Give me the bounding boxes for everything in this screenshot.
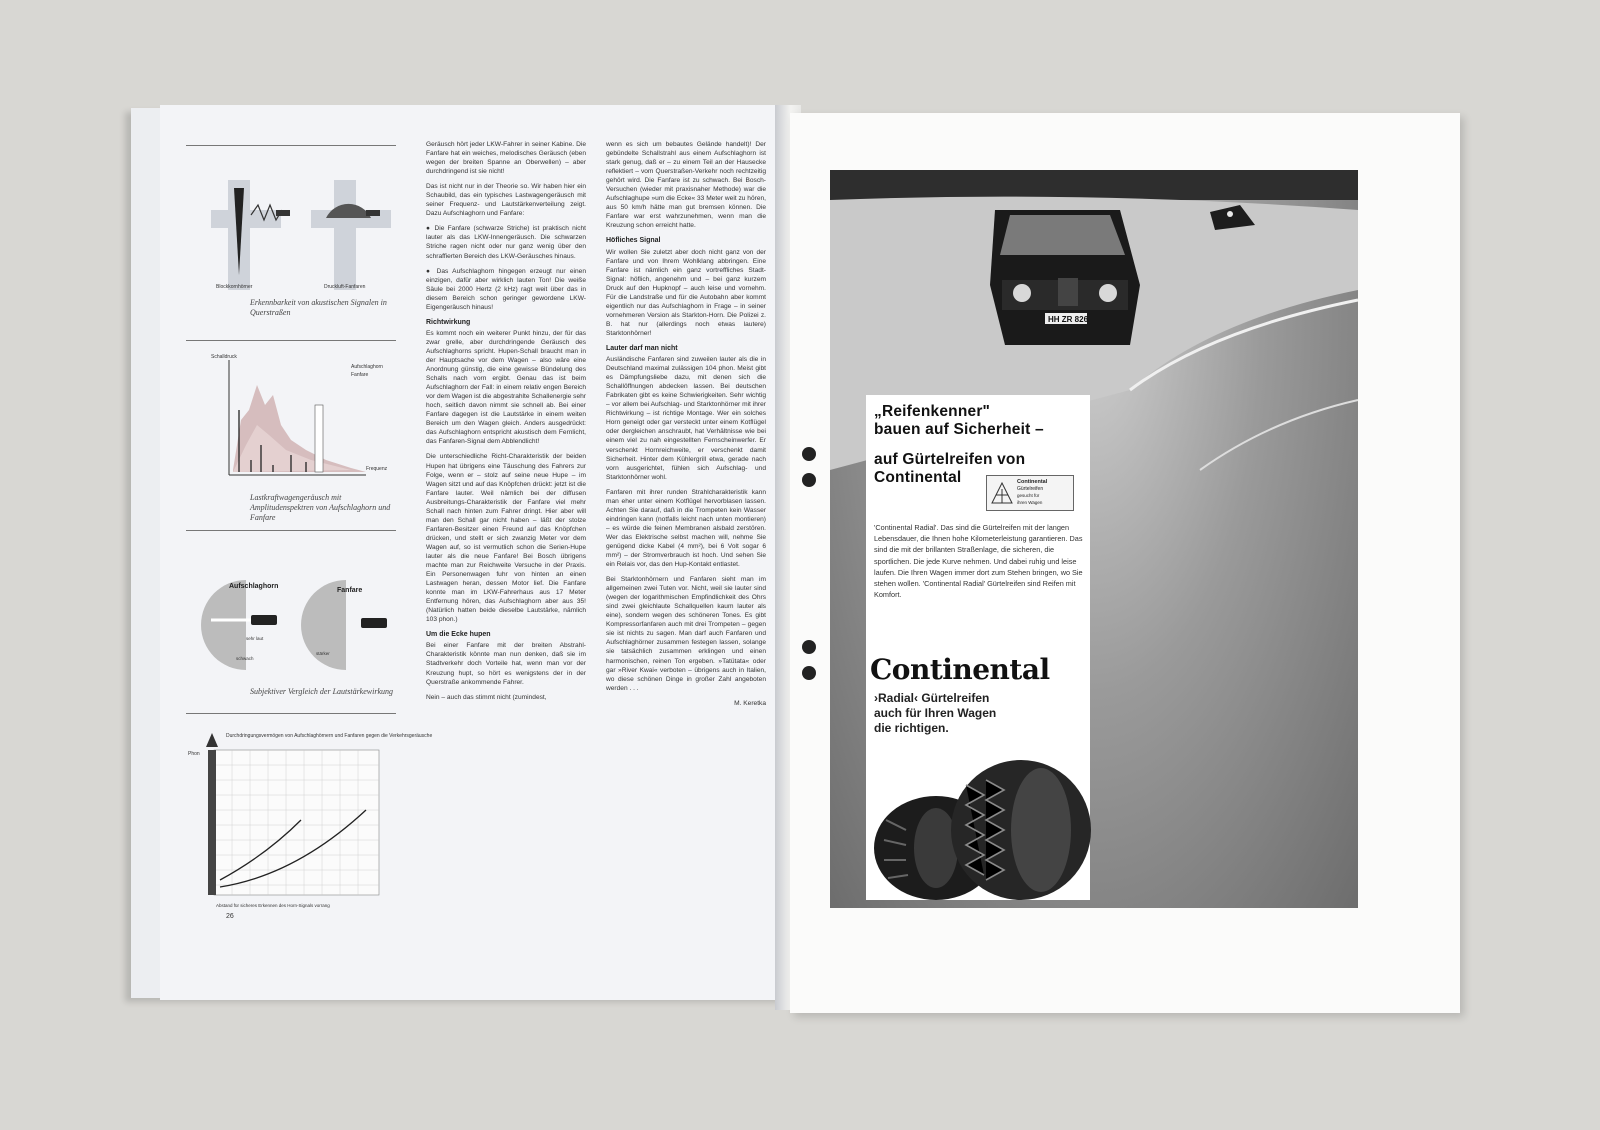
col1-paragraph: Das ist nicht nur in der Theorie so. Wir haben hier ein Schaubild, das ein typisches Lastwagengeräusch mit seiner Frequenz- und Lautstärkenverteilung zeigt. Dazu Aufschlaghorn und Fanfare: <box>426 183 586 218</box>
figure-crossroads <box>206 180 406 295</box>
fig3-label-weak: schwach <box>236 656 254 661</box>
fig3-label-loud: sehr laut <box>246 636 264 641</box>
col2-heading: Höfliches Signal <box>606 237 661 245</box>
figure-2-caption: Lastkraftwagengeräusch mit Amplitudenspektren von Aufschlaghorn und Fanfare <box>250 493 391 522</box>
ad-headline-4: Continental <box>874 469 962 486</box>
ad-tagline-3: die richtigen. <box>874 721 949 735</box>
fig4-axis-y: Phon <box>188 751 200 757</box>
col1-paragraph: ● Das Aufschlaghorn hingegen erzeugt nur einen einzigen, dafür aber wirklich lauten Ton! Die weiße Säule bei 2000 Hertz (2 kHz) ragt weit über das in diesem Bereich schon geringer gewordene LKW-Eigengeräusch hinaus! <box>426 267 586 311</box>
col2-heading: Lauter darf man nicht <box>606 344 678 352</box>
fig2-label-fanfare: Fanfare <box>351 372 369 378</box>
binder-hole <box>802 447 816 461</box>
badge-brand: Continental <box>1017 479 1048 485</box>
ad-tagline-2: auch für Ihren Wagen <box>874 706 997 720</box>
col2-paragraph: Bei Starktonhörnern und Fanfaren sieht man im allgemeinen zwei Tuten vor. Nicht, weil sie lauter sind (wegen der logarithmischen Empfindlichkeit des Ohrs sind zwei gleichlaute Schallquellen kaum lauter als eine), sondern wegen des schöneren Tones. Es gibt Kompressorfanfaren auch mit drei Trompeten – gegen sie ist nichts zu sagen. Man darf auch Fanfaren und Aufschlaghörner zusammen festegen lassen, solange sie tatsächlich zusammen erklingen und einen harmonischen, reinen Ton ergeben. »Tatütata« oder gar »River Kwai« verboten – übrigens auch in Italien, wo diese schönen Dinge in großer Zahl angeboten werden . . . <box>606 576 766 692</box>
figure-3-caption: Subjektiver Vergleich der Lautstärkewirkung <box>250 687 394 696</box>
fig3-label-fanfare: Fanfare <box>337 587 363 594</box>
col2-paragraph: Fanfaren mit ihrer runden Strahlcharakteristik kann man eher unter einem Kotflügel hervorblasen lassen. Achten Sie darauf, daß in die Trompeten kein Wasser eindringen kann (notfalls leicht nach unten montieren) – es würde die feinen Membranen alsbald zerstören. Wer das Elektrische selbst machen will, nehme Sie genügend dicke Kabel (4 mm²), bei 6 Volt sogar 6 mm²) – der Stromverbrauch ist hoch. Und sehen Sie ein Relais vor, das den Hup-Kontakt entlastet. <box>606 488 766 569</box>
fig2-label-x: Frequenz <box>366 466 388 472</box>
figure-penetration-chart <box>186 725 433 910</box>
license-plate: HH ZR 826 <box>1048 315 1089 324</box>
fig1-label-b: Druckluft-Fanfaren <box>324 284 366 290</box>
text-column-2 <box>606 140 766 708</box>
figure-column <box>186 145 433 920</box>
fig3-label-stronger: stärker <box>316 651 330 656</box>
col2-paragraph: wenn es sich um bebautes Gelände handelt)! Der gebündelte Schallstrahl aus einem Aufschlaghorn ist stark genug, daß er – zu einem Teil an der Hausecke reflektiert – vom Querstraßen-Verkehr noch rechtzeitig gehört wird. Die Fanfare ist zu schwach. Bei Bosch-Versuchen (wieder mit praxisnaher Methode) war die Aufschlaghupe »um die Ecke« 33 Meter weit zu hören, aus 50 km/h hätte man gut bremsen können. Die Fanfare war erst wahrzunehmen, wenn man die Kreuzung schon erreicht hatte. <box>606 141 766 230</box>
ad-text-box <box>866 395 1090 900</box>
col1-paragraph: ● Die Fanfare (schwarze Striche) ist praktisch nicht lauter als das LKW-Innengeräusch. Die schwarzen Striche ragen nicht oder nur ganz wenig über den schraffierten Bereich des LKW-Geräusches hinaus. <box>426 225 586 260</box>
figure-spectrum <box>191 350 396 490</box>
ad-tagline-1: ›Radial‹ Gürtelreifen <box>874 691 990 705</box>
binder-hole <box>802 640 816 654</box>
author: M. Keretka <box>734 699 766 707</box>
text-column-1 <box>426 140 586 708</box>
col1-paragraph: Die unterschiedliche Richt-Charakteristik der beiden Hupen hat übrigens eine Täuschung des Fahrers zur Folge, wenn er – stolz auf seine neue Hupe – im Wagen sitzt und auf das Knöpfchen drückt: jetzt ist die Fanfare lauter. Weil nämlich bei der diffusen Ausbreitungs-Charakteristik der Fanfare viel mehr Schall nach hinten zum Fahrer dringt. Hier aber will man den Schall gar nicht haben – läßt der stolze Fanfaren-Besitzer einen Freund auf das Knöpfchen drücken, und stellt er sich zwanzig Meter vor dem Wagen auf, so ist vermutlich schon die Serien-Hupe lauter als die neue Fanfare! Bei Bosch übrigens machte man zur Reichweite Versuche in der Praxis. Ein Personenwagen fuhr von hinten an einen Lastwagen heran, dessen Motor lief. Die Fanfare konnte man im LKW-Fahrerhaus aus 17 Meter Entfernung hören, das Aufschlaghorn aber aus 35! (Natürlich hatten beide dieselbe Lautstärke, nämlich 103 phon.) <box>426 453 586 624</box>
fig4-title: Durchdringungsvermögen von Aufschlaghörnern und Fanfaren gegen die Verkehrsgeräusche <box>226 733 433 739</box>
binder-hole <box>802 473 816 487</box>
col1-paragraph: Geräusch hört jeder LKW-Fahrer in seiner Kabine. Die Fanfare hat ein weiches, melodisches Geräusch (eben wegen der breiten Spanne an Oberwellen) – aber durchdringend ist sie nicht! <box>426 141 586 176</box>
badge-line-3: gesucht für <box>1017 493 1040 498</box>
fig3-label-horn: Aufschlaghorn <box>229 583 279 590</box>
figure-horn-comparison <box>191 570 396 685</box>
col2-paragraph: Wir wollen Sie zuletzt aber doch nicht ganz von der Fanfare und von Ihrem Wohlklang abbringen. Eine Fanfare ist nämlich ein ganz vortreffliches Stadt-Signal: höflich, angenehm und – bei ganz kurzem Druck auf den Hupknopf – auch leise und vornehm. Für die Landstraße und für die Autobahn aber kommt eigentlich nur das Aufschlaghorn in Frage – in seiner vornehmeren Version als Starkton-Horn. Die Polizei z. B. hat nur (allerdings noch etwas lautere) Starktonhörner! <box>606 248 766 337</box>
ad-body: 'Continental Radial'. Das sind die Gürtelreifen mit der langen Lebensdauer, die Ihnen hohe Kilometerleistung garantieren. Das sind die mit der brillanten Straßenlage, die sicheren, die sportlichen. Die jede Kurve nehmen. Und dabei ruhig und leise laufen. Die Ihren Wagen immer dort zum Stehen bringen, wo Sie stehen wollen. 'Continental Radial' Gürtelreifen sind Reifen mit Komfort. <box>874 523 1083 600</box>
ad-headline-1: „Reifenkenner" <box>874 403 991 420</box>
fig2-label-horn: Aufschlaghorn <box>351 364 383 370</box>
fig4-axis-x: Abstand für sicheres Erkennen des Horn-Signals vorrang <box>216 903 330 908</box>
fig1-label-a: Blockkornhörner <box>216 284 253 290</box>
col1-paragraph: Nein – auch das stimmt nicht (zumindest, <box>426 693 547 701</box>
binder-hole <box>802 666 816 680</box>
col1-paragraph: Bei einer Fanfare mit der breiten Abstrahl-Charakteristik könnte man nun denken, daß sie im Stadtverkehr doch Vorteile hat, wenn man vor der Kreuzung hupt, so hört es wenigstens der in der Querstraße ankommende Fahrer. <box>426 642 586 686</box>
ad-tagline <box>874 691 996 736</box>
rule <box>186 145 396 146</box>
page-number: 26 <box>226 913 234 920</box>
rule <box>186 340 396 341</box>
tires-illustration <box>866 740 1090 900</box>
ad-headline-2: bauen auf Sicherheit – <box>874 421 1044 438</box>
badge-line-4: ihren Wagen <box>1017 500 1043 505</box>
col2-paragraph: Ausländische Fanfaren sind zuweilen lauter als die in Deutschland maximal zulässigen 104 phon. Meist gibt es Dämpfungsliebe dazu, mit denen sich die Schallöffnungen abdecken lassen. Bei deutschen Fabrikaten gibt es keine Schwierigkeiten. Sehr wichtig – vor allem bei Aufschlag- und Starktonhörner mit ihrer Richtwirkung – ist richtige Montage. Wer ein solches Horn geneigt oder gar versteckt unter einem Kotflügel oder dergleichen anschraubt, hat Verhältnisse wie bei einem viel zu nah eingestellten Fernscheinwerfer. Er verschenkt Hornreichweite, er verschenkt damit Sicherheit. Hinter dem Kühlergrill etwa, gerade nach vorn ausgerichtet, fühlen sich Aufschlag- und Starktonhörner wohl. <box>606 356 766 481</box>
col1-paragraph: Es kommt noch ein weiterer Punkt hinzu, der für das zwar grelle, aber durchdringende Geräusch des Aufschlaghorns spricht. Hupen-Schall braucht man in der Hauptsache vor dem Wagen – also wäre eine Anordnung günstig, die eine gewisse Bündelung des Schalls nach vorn ergibt. Genau das ist beim Aufschlaghorn der Fall: in einem relativ engen Bereich vor dem Wagen ist die abgestrahlte Schallenergie sehr hoch, seitlich davon nimmt sie schnell ab. Bei einer Fanfare dagegen ist die Lautstärke in einem weiten Bereich um den Wagen gleich. Anders ausgedrückt: das Aufschlaghorn entspricht akustisch dem Fernlicht, das Fanfaren-Signal dem Abblendlicht! <box>426 329 586 446</box>
continental-logo: Continental <box>870 653 1050 686</box>
rule <box>186 713 396 714</box>
col1-heading: Um die Ecke hupen <box>426 631 491 639</box>
badge-line-2: Gürtelreifen <box>1017 486 1044 492</box>
rule <box>186 530 396 531</box>
fig2-label-y: Schalldruck <box>211 354 237 360</box>
col1-heading: Richtwirkung <box>426 318 471 326</box>
ad-headline-3: auf Gürtelreifen von <box>874 451 1026 468</box>
figure-1-caption: Erkennbarkeit von akustischen Signalen in Querstraßen <box>250 298 387 317</box>
tire-star-icon <box>990 481 1014 505</box>
continental-badge <box>986 475 1074 511</box>
